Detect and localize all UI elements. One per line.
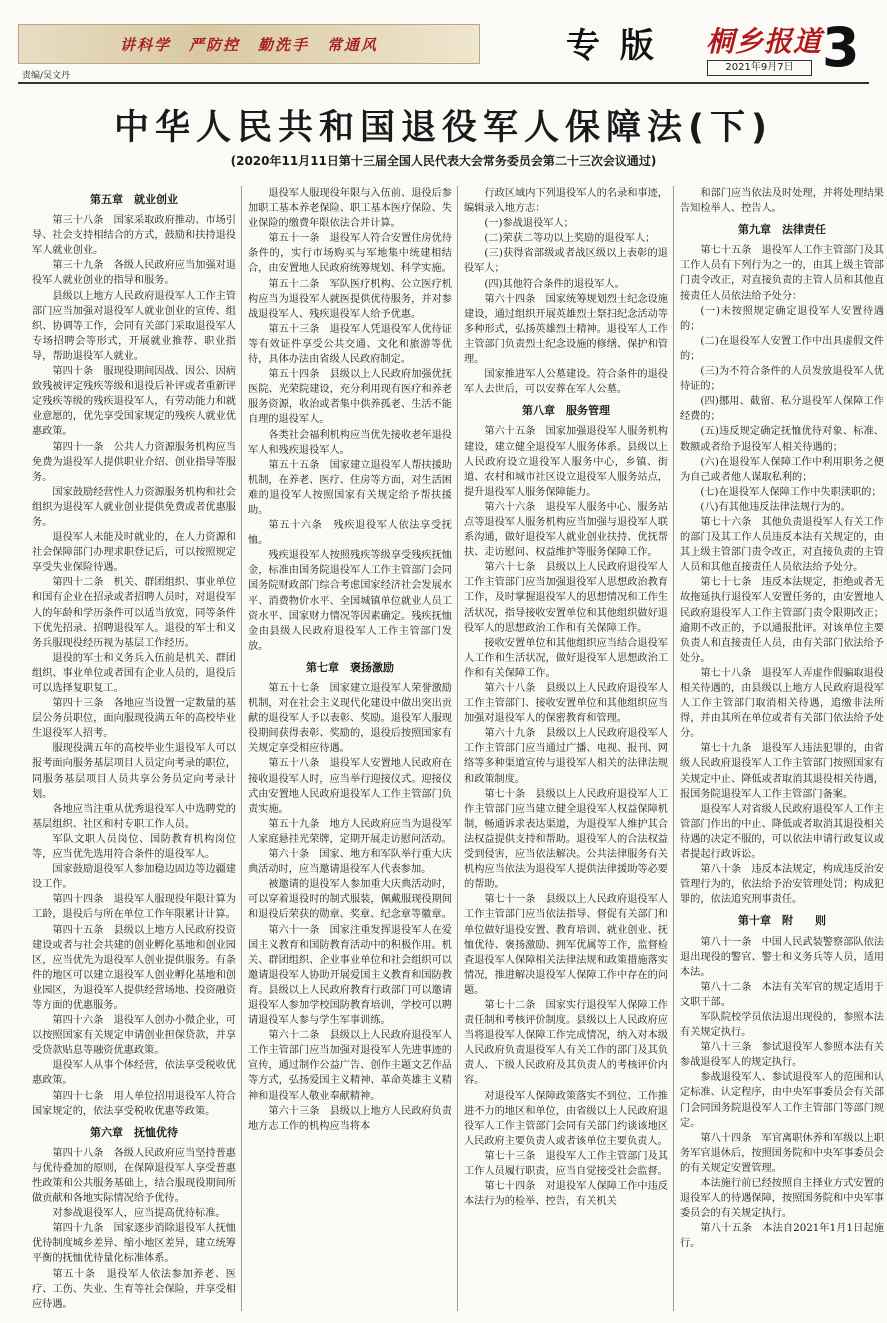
article-paragraph: 第四十八条 各级人民政府应当坚持普惠与优待叠加的原则，在保障退役军人享受普惠性政策和公共服务基础上，结合服现役期间所做贡献和各地实际情况给予优待。: [32, 1147, 236, 1205]
article-paragraph: 第六十六条 退役军人服务中心、服务站点等退役军人服务机构应当加强与退役军人联系沟通，做好退役军人就业创业扶持、优抚帮扶、走访慰问、权益维护等服务保障工作。: [464, 501, 668, 559]
header-rule: [18, 82, 869, 84]
article-paragraph: 第四十条 服现役期间因战、因公、因病致残被评定残疾等级和退役后补评或者重新评定残疾等级的残疾退役军人，有劳动能力和就业意愿的，优先享受国家规定的残疾人就业优惠政策。: [32, 366, 236, 438]
section-label: 专 版: [566, 26, 658, 66]
article-paragraph: 第五十四条 县级以上人民政府加强优抚医院、光荣院建设，充分利用现有医疗和养老服务资源，收治或者集中供养孤老、生活不能自理的退役军人。: [248, 369, 452, 426]
article-paragraph: 第五十六条 残疾退役军人依法享受抚恤。: [248, 520, 452, 547]
article-paragraph: 第八十四条 军官离职休养和军级以上职务军官退休后，按照国务院和中央军事委员会的有关规定安置管理。: [680, 1132, 884, 1174]
article-paragraph: 第七十四条 对退役军人保障工作中违反本法行为的检举、控告，有关机关: [464, 1181, 668, 1208]
article-paragraph: 退役军人对省级人民政府退役军人工作主管部门作出的中止、降低或者取消其退役相关待遇的决定不服的，可以依法申请行政复议或者提起行政诉讼。: [680, 803, 884, 861]
article-paragraph: 国家鼓励退役军人参加稳边固边等边疆建设工作。: [32, 864, 236, 891]
article-paragraph: 第七十条 县级以上人民政府退役军人工作主管部门应当建立健全退役军人权益保障机制，畅通诉求表达渠道，为退役军人维护其合法权益提供支持和帮助。退役军人的合法权益受到侵害，应当依法解决。公共法律服务有关机构应当依法为退役军人提供法律援助等必要的帮助。: [464, 788, 668, 891]
article-paragraph: 军队院校学员依法退出现役的，参照本法有关规定执行。: [680, 1011, 884, 1039]
article-paragraph: 军队文职人员岗位、国防教育机构岗位等，应当优先选用符合条件的退役军人。: [32, 833, 236, 861]
article-paragraph: (三)为不符合条件的人员发放退役军人优待证的；: [680, 366, 884, 393]
article-paragraph: 第六十四条 国家统筹规划烈士纪念设施建设，通过组织开展英雄烈士祭扫纪念活动等多种形式，弘扬英雄烈士精神。退役军人工作主管部门负责烈士纪念设施的修缮、保护和管理。: [464, 293, 668, 366]
article-paragraph: 行政区域内下列退役军人的名录和事迹，编辑录入地方志：: [464, 188, 668, 215]
article-paragraph: 各地应当注重从优秀退役军人中选聘党的基层组织、社区和村专职工作人员。: [32, 803, 236, 830]
article-paragraph: 第六十八条 县级以上人民政府退役军人工作主管部门、接收安置单位和其他组织应当加强对退役军人的保密教育和管理。: [464, 683, 668, 725]
slogan-banner: [18, 24, 480, 64]
article-paragraph: (四)挪用、截留、私分退役军人保障工作经费的；: [680, 396, 884, 423]
article-paragraph: 和部门应当依法及时处理，并将处理结果告知检举人、控告人。: [680, 188, 884, 215]
article-paragraph: 残疾退役军人按照残疾等级享受残疾抚恤金，标准由国务院退役军人工作主管部门会同国务院财政部门综合考虑国家经济社会发展水平、消费物价水平、全国城镇单位就业人员工资水平、国家财力情况等因素确定。残疾抚恤金由县级人民政府退役军人工作主管部门发放。: [248, 550, 452, 652]
article-paragraph: 第八十一条 中国人民武装警察部队依法退出现役的警官、警士和义务兵等人员，适用本法。: [680, 936, 884, 978]
slogan-1: 讲科学: [119, 35, 171, 54]
article-paragraph: 第四十二条 机关、群团组织、事业单位和国有企业在招录或者招聘人员时，对退役军人的年龄和学历条件可以适当放宽，同等条件下优先招录、招聘退役军人。退役的军士和义务兵服现役经历视为基层工作经历。: [32, 577, 236, 649]
article-paragraph: (二)在退役军人安置工作中出具虚假文件的；: [680, 335, 884, 362]
article-paragraph: (三)获得省部级或者战区级以上表彰的退役军人；: [464, 248, 668, 275]
paper-logo: 桐乡报道: [706, 25, 823, 58]
article-paragraph: 第七十一条 县级以上人民政府退役军人工作主管部门应当依法指导、督促有关部门和单位做好退役安置、教育培训、就业创业、抚恤优待、褒扬激励、拥军优属等工作，监督检查退役军人保障相关法律法规和政策措施落实情况，推进解决退役军人保障工作中存在的问题。: [464, 894, 668, 996]
article-paragraph: 接收安置单位和其他组织应当结合退役军人工作和生活状况，做好退役军人思想政治工作和有关保障工作。: [464, 637, 668, 679]
article-paragraph: 对退役军人保障政策落实不到位、工作推进不力的地区和单位，由省级以上人民政府退役军人工作主管部门会同有关部门约谈该地区人民政府主要负责人或者该单位主要负责人。: [464, 1090, 668, 1147]
article-paragraph: 第四十四条 退役军人服现役年限计算为工龄，退役后与所在单位工作年限累计计算。: [32, 894, 236, 921]
column-divider: [241, 186, 242, 1311]
article-paragraph: 第六十九条 县级以上人民政府退役军人工作主管部门应当通过广播、电视、报刊、网络等多种渠道宣传与退役军人相关的法律法规和政策制度。: [464, 728, 668, 785]
article-paragraph: 第八十五条 本法自2021年1月1日起施行。: [680, 1223, 884, 1250]
article-paragraph: 第六十三条 县级以上地方人民政府负责地方志工作的机构应当将本: [248, 1105, 452, 1132]
column-divider: [457, 186, 458, 1311]
text-column-2: [248, 186, 452, 1316]
article-paragraph: (四)其他符合条件的退役军人。: [484, 278, 625, 290]
article-paragraph: (一)未按照规定确定退役军人安置待遇的；: [680, 305, 884, 332]
article-paragraph: 第五十九条 地方人民政府应当为退役军人家庭悬挂光荣牌，定期开展走访慰问活动。: [248, 818, 452, 845]
article-paragraph: 退役的军士和义务兵入伍前是机关、群团组织、事业单位或者国有企业人员的，退役后可以选择复职复工。: [32, 652, 236, 694]
article-paragraph: 第六十条 国家、地方和军队举行重大庆典活动时，应当邀请退役军人代表参加。: [248, 849, 452, 876]
article-paragraph: 第五十八条 退役军人安置地人民政府在接收退役军人时，应当举行迎接仪式。迎接仪式由安置地人民政府退役军人工作主管部门负责实施。: [248, 758, 452, 815]
article-paragraph: 参战退役军人、参试退役军人的范围和认定标准、认定程序，由中央军事委员会有关部门会同国务院退役军人工作主管部门等部门规定。: [680, 1072, 884, 1129]
article-subtitle: (2020年11月11日第十三届全国人民代表大会常务委员会第二十三次会议通过): [230, 154, 657, 168]
article-paragraph: 第四十五条 县级以上地方人民政府投资建设或者与社会共建的创业孵化基地和创业园区，应当优先为退役军人创业提供服务。有条件的地区可以建立退役军人创业孵化基地和创业园区，为退役军人提供经营场地、投资融资等方面的优惠服务。: [32, 924, 236, 1011]
article-paragraph: 第八十三条 参试退役军人参照本法有关参战退役军人的规定执行。: [680, 1042, 884, 1069]
article-paragraph: (一)参战退役军人；: [484, 218, 574, 230]
article-paragraph: 第四十九条 国家逐步消除退役军人抚恤优待制度城乡差异、缩小地区差异，建立统筹平衡的抚恤优待量化标准体系。: [32, 1223, 236, 1265]
article-paragraph: 县级以上地方人民政府退役军人工作主管部门应当加强对退役军人就业创业的宣传、组织、协调等工作，会同有关部门采取退役军人专场招聘会等形式，开展就业推荐、职业指导，帮助退役军人就业。: [32, 290, 236, 362]
column-divider: [673, 186, 674, 1311]
article-paragraph: (二)荣获二等功以上奖励的退役军人；: [484, 233, 656, 245]
article-paragraph: 国家推进军人公墓建设。符合条件的退役军人去世后，可以安葬在军人公墓。: [464, 369, 668, 396]
chapter-heading: 第九章 法律责任: [738, 223, 826, 237]
chapter-heading: 第六章 抚恤优待: [90, 1125, 178, 1139]
article-paragraph: 第六十七条 县级以上人民政府退役军人工作主管部门应当加强退役军人思想政治教育工作，及时掌握退役军人的思想情况和工作生活状况，指导接收安置单位和其他组织做好退役军人的思想政治工作和有关保障工作。: [464, 562, 668, 634]
article-paragraph: 退役军人服现役年限与入伍前、退役后参加职工基本养老保险、职工基本医疗保险、失业保险的缴费年限依法合并计算。: [248, 188, 452, 230]
article-paragraph: 各类社会福利机构应当优先接收老年退役军人和残疾退役军人。: [248, 429, 452, 456]
text-column-3: [464, 186, 668, 1316]
article-paragraph: 第七十八条 退役军人弄虚作假骗取退役相关待遇的，由县级以上地方人民政府退役军人工作主管部门取消相关待遇，追缴非法所得，并由其所在单位或者有关部门依法给予处分。: [680, 667, 884, 740]
page-number: 3: [822, 16, 860, 79]
article-paragraph: 第七十七条 违反本法规定，拒绝或者无故拖延执行退役军人安置任务的，由安置地人民政府退役军人工作主管部门责令限期改正；逾期不改正的，予以通报批评。对该单位主要负责人和直接责任人员，由有关部门依法给予处分。: [680, 577, 884, 664]
text-column-1: [32, 186, 236, 1316]
editor-credit: 责编/吴文丹: [22, 71, 71, 81]
article-paragraph: 第七十五条 退役军人工作主管部门及其工作人员有下列行为之一的，由其上级主管部门责令改正，对直接负责的主管人员和其他直接责任人员依法给予处分：: [680, 245, 884, 302]
chapter-heading: 第十章 附 则: [738, 914, 826, 928]
article-paragraph: 退役军人未能及时就业的，在人力资源和社会保障部门办理求职登记后，可以按照规定享受失业保险待遇。: [32, 532, 236, 574]
article-paragraph: (七)在退役军人保障工作中失职渎职的；: [700, 486, 882, 498]
text-column-4: [680, 186, 884, 1316]
slogan-4: 常通风: [327, 35, 379, 54]
article-paragraph: 第六十二条 县级以上人民政府退役军人工作主管部门应当加强对退役军人先进事迹的宣传，通过制作公益广告、创作主题文艺作品等方式，弘扬爱国主义精神、革命英雄主义精神和退役军人敬业奉献精神。: [248, 1030, 452, 1102]
article-paragraph: 第七十二条 国家实行退役军人保障工作责任制和考核评价制度。县级以上人民政府应当将退役军人保障工作完成情况，纳入对本级人民政府负责退役军人有关工作的部门及其负责人、下级人民政府及其负责人的考核评价内容。: [464, 999, 668, 1087]
article-paragraph: 第八十条 违反本法规定，构成违反治安管理行为的，依法给予治安管理处罚；构成犯罪的，依法追究刑事责任。: [680, 864, 884, 906]
article-paragraph: 第五十一条 退役军人符合安置住房优待条件的，实行市场购买与军地集中统建相结合，由安置地人民政府统筹规划、科学实施。: [248, 233, 452, 275]
article-paragraph: 第五十五条 国家建立退役军人帮扶援助机制，在养老、医疗、住房等方面，对生活困难的退役军人按照国家有关规定给予帮扶援助。: [248, 459, 452, 516]
article-paragraph: 对参战退役军人，应当提高优待标准。: [52, 1208, 226, 1220]
article-paragraph: 国家鼓励经营性人力资源服务机构和社会组织为退役军人就业创业提供免费或者优惠服务。: [32, 486, 236, 528]
article-paragraph: 第五十七条 国家建立退役军人荣誉激励机制，对在社会主义现代化建设中做出突出贡献的退役军人予以表彰、奖励。退役军人服现役期间获得表彰、奖励的，退役后按照国家有关规定享受相应待遇。: [248, 683, 452, 755]
article-paragraph: 第五十三条 退役军人凭退役军人优待证等有效证件享受公共交通、文化和旅游等优待，具体办法由省级人民政府制定。: [248, 323, 452, 366]
article-paragraph: 第四十一条 公共人力资源服务机构应当免费为退役军人提供职业介绍、创业指导等服务。: [32, 441, 236, 483]
article-paragraph: 第五十二条 军队医疗机构、公立医疗机构应当为退役军人就医提供优待服务，并对参战退役军人、残疾退役军人给予优惠。: [248, 278, 452, 320]
article-paragraph: 第四十七条 用人单位招用退役军人符合国家规定的，依法享受税收优惠等政策。: [32, 1090, 236, 1117]
article-paragraph: 第三十八条 国家采取政府推动、市场引导、社会支持相结合的方式，鼓励和扶持退役军人就业创业。: [32, 215, 236, 257]
article-paragraph: 第四十六条 退役军人创办小微企业，可以按照国家有关规定申请创业担保贷款，并享受贷款贴息等融资优惠政策。: [32, 1015, 236, 1057]
article-paragraph: 本法施行前已经按照自主择业方式安置的退役军人的待遇保障，按照国务院和中央军事委员会的有关规定执行。: [680, 1178, 884, 1220]
chapter-heading: 第五章 就业创业: [90, 193, 178, 206]
article-paragraph: 服现役满五年的高校毕业生退役军人可以报考面向服务基层项目人员定向考录的职位，同服务基层项目人员共享公务员定向考录计划。: [32, 743, 236, 800]
article-paragraph: 第六十一条 国家注重发挥退役军人在爱国主义教育和国防教育活动中的积极作用。机关、群团组织、企业事业单位和社会组织可以邀请退役军人协助开展爱国主义教育和国防教育。县级以上人民政府教育行政部门可以邀请退役军人参加学校国防教育培训，学校可以聘请退役军人参与学生军事训练。: [248, 924, 452, 1027]
article-paragraph: 第八十二条 本法有关军官的规定适用于文职干部。: [680, 981, 884, 1008]
article-paragraph: 第四十三条 各地应当设置一定数量的基层公务员职位，面向服现役满五年的高校毕业生退役军人招考。: [32, 698, 236, 740]
issue-date: 2021年9月7日: [707, 60, 812, 76]
article-paragraph: 第七十三条 退役军人工作主管部门及其工作人员履行职责，应当自觉接受社会监督。: [464, 1150, 668, 1177]
article-title: 中华人民共和国退役军人保障法(下): [114, 108, 773, 148]
article-paragraph: 第七十六条 其他负责退役军人有关工作的部门及其工作人员违反本法有关规定的，由其上级主管部门责令改正，对直接负责的主管人员和其他直接责任人员依法给予处分。: [680, 516, 884, 574]
article-paragraph: (六)在退役军人保障工作中利用职务之便为自己或者他人谋取私利的；: [680, 456, 884, 483]
article-paragraph: 被邀请的退役军人参加重大庆典活动时，可以穿着退役时的制式服装，佩戴服现役期间和退役后荣获的勋章、奖章、纪念章等徽章。: [248, 879, 452, 921]
article-paragraph: 第三十九条 各级人民政府应当加强对退役军人就业创业的指导和服务。: [32, 260, 236, 287]
article-paragraph: 退役军人从事个体经营，依法享受税收优惠政策。: [32, 1060, 236, 1087]
article-paragraph: (五)违反规定确定抚恤优待对象、标准、数额或者给予退役军人相关待遇的；: [680, 426, 884, 453]
slogan-2: 严防控: [188, 35, 240, 54]
article-paragraph: 第五十条 退役军人依法参加养老、医疗、工伤、失业、生育等社会保险，并享受相应待遇。: [32, 1268, 236, 1310]
chapter-heading: 第八章 服务管理: [522, 404, 610, 418]
article-paragraph: 第七十九条 退役军人违法犯罪的，由省级人民政府退役军人工作主管部门按照国家有关规定中止、降低或者取消其退役相关待遇，报国务院退役军人工作主管部门备案。: [680, 743, 884, 800]
article-paragraph: (八)有其他违反法律法规行为的。: [700, 501, 851, 513]
article-paragraph: 第六十五条 国家加强退役军人服务机构建设，建立健全退役军人服务体系。县级以上人民政府设立退役军人服务中心，乡镇、街道、农村和城市社区设立退役军人服务站点，提升退役军人服务保障能力。: [464, 426, 668, 498]
chapter-heading: 第七章 褒扬激励: [306, 660, 394, 674]
slogan-3: 勤洗手: [258, 35, 310, 54]
